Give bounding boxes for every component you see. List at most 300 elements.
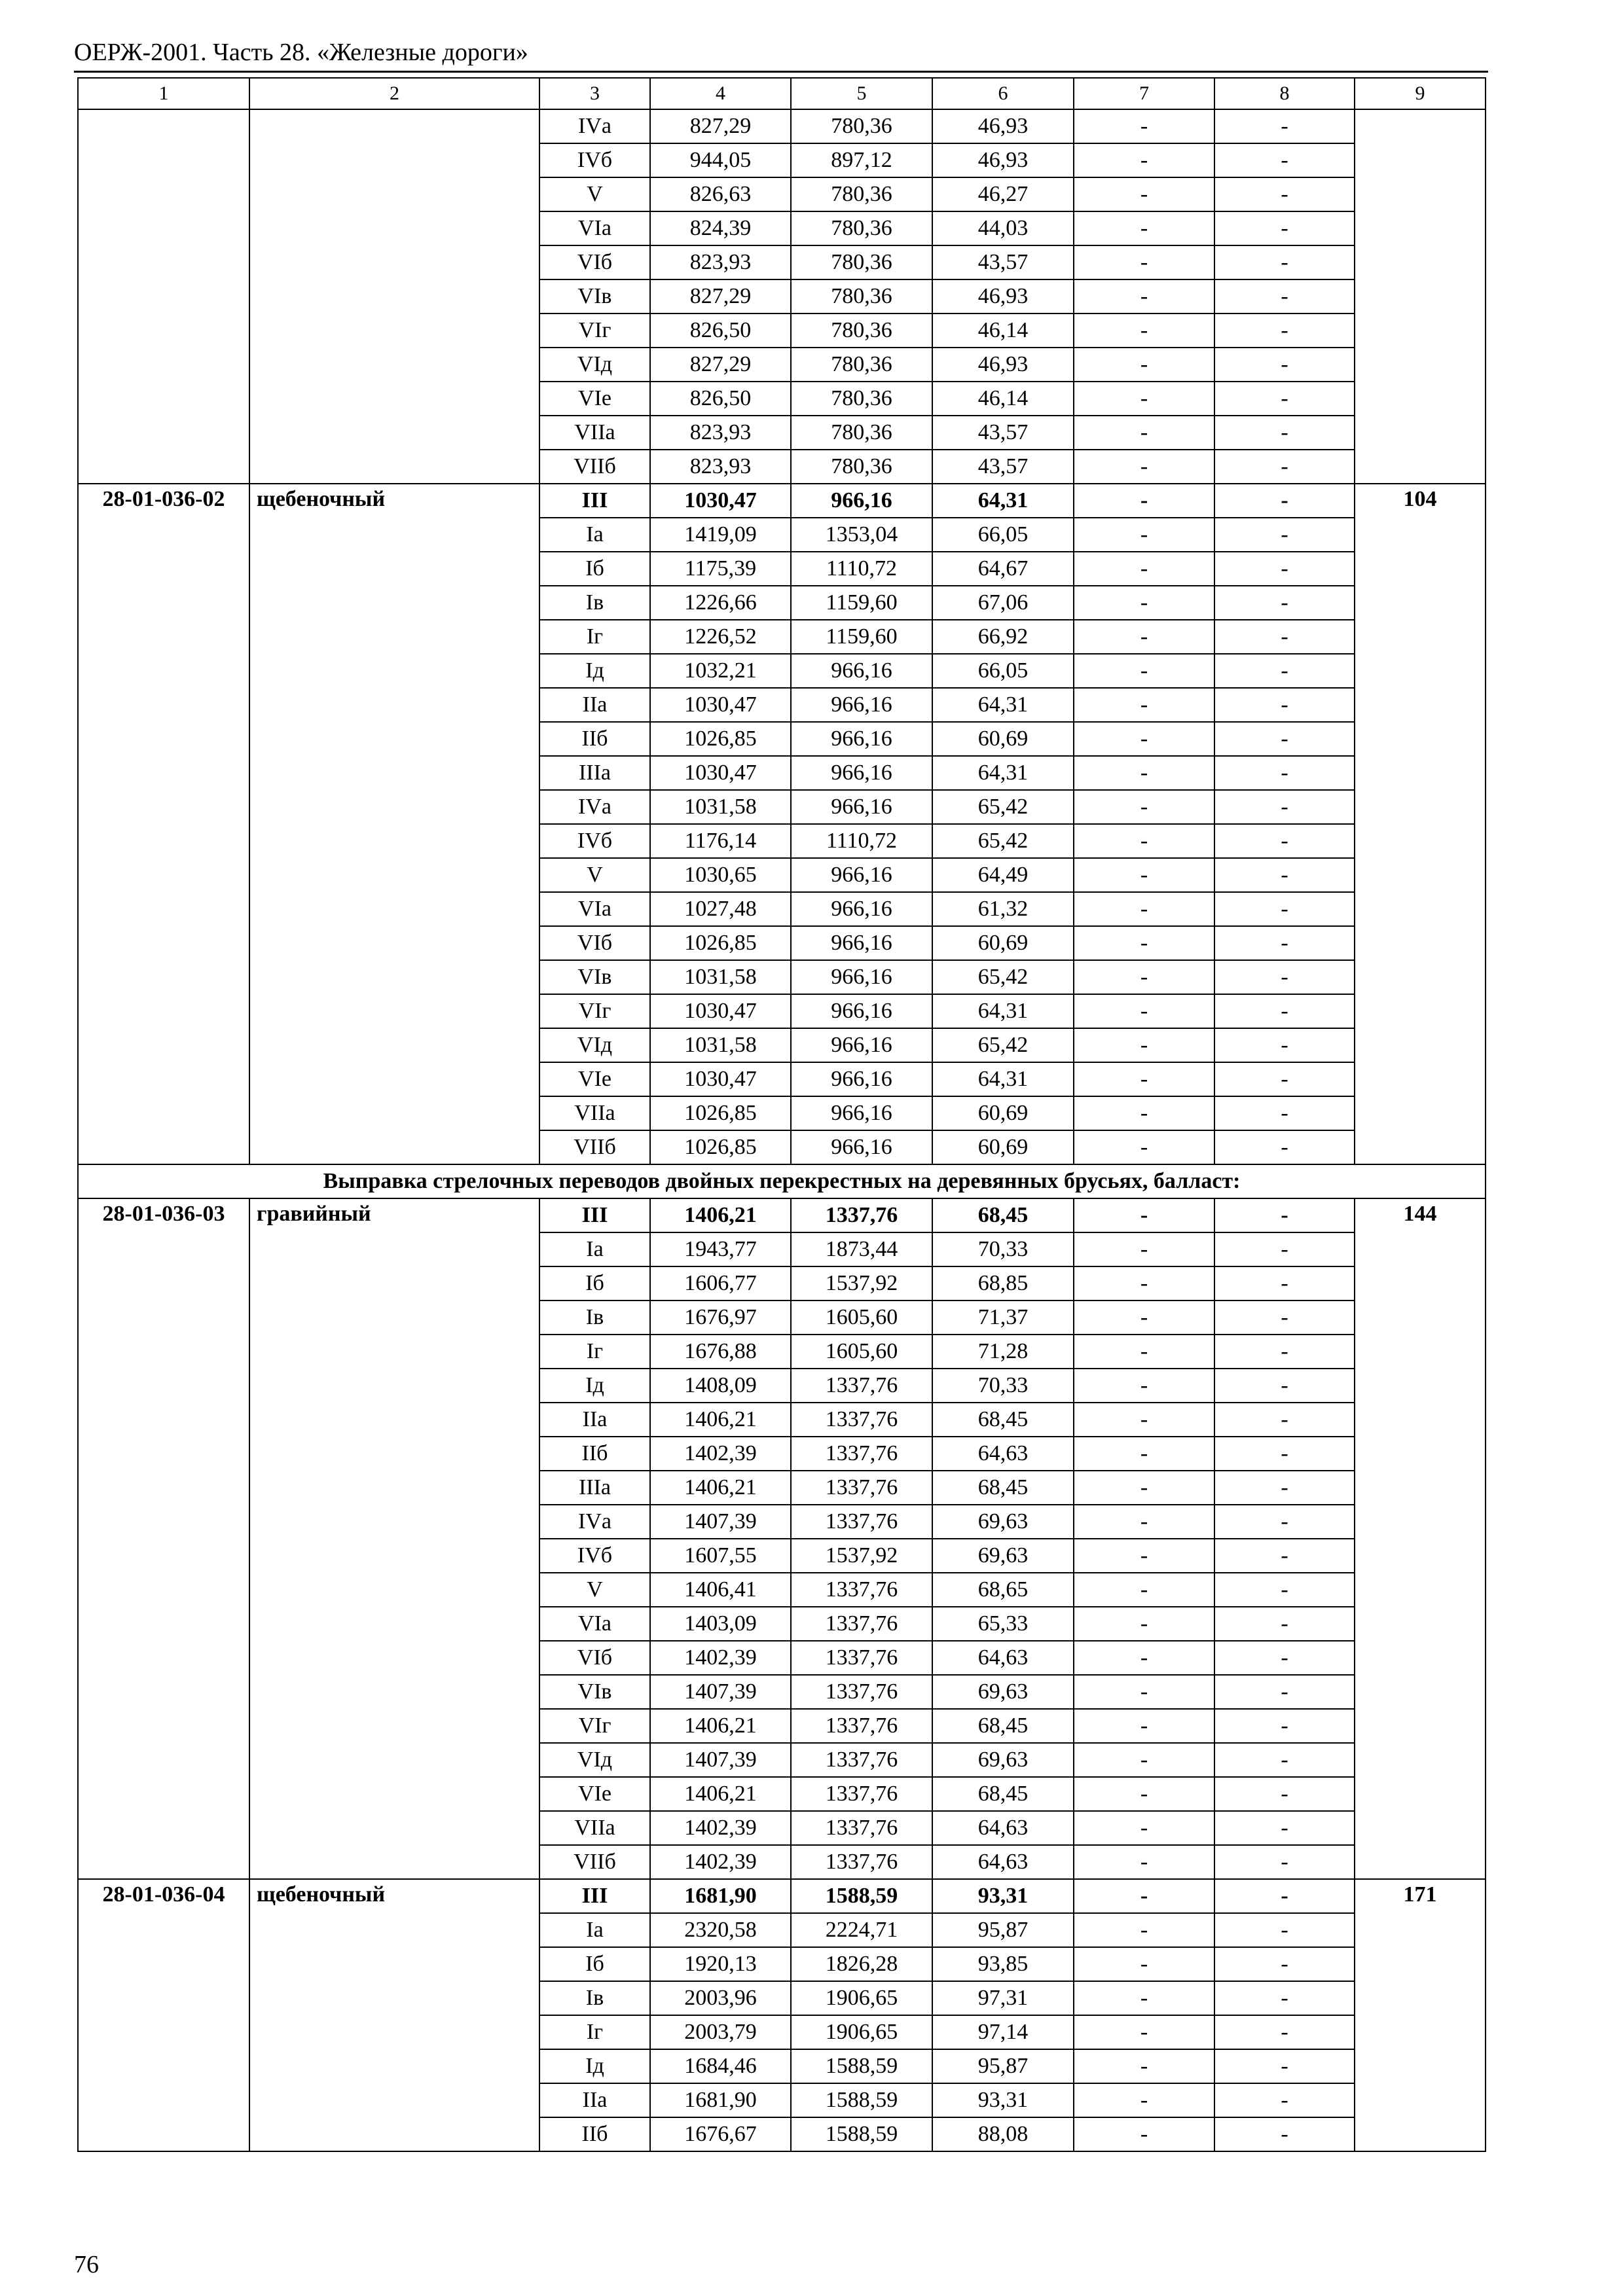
cell-col3: IVа xyxy=(539,790,650,824)
cell-col6: 43,57 xyxy=(932,245,1074,279)
cell-col5: 966,16 xyxy=(791,756,932,790)
cell-col5: 1337,76 xyxy=(791,1675,932,1709)
cell-col8: - xyxy=(1214,143,1355,177)
cell-col3: Iа xyxy=(539,1913,650,1947)
cell-col3: Iд xyxy=(539,1369,650,1403)
column-number: 7 xyxy=(1074,78,1214,109)
cell-col6: 46,14 xyxy=(932,314,1074,348)
cell-col8: - xyxy=(1214,552,1355,586)
cell-col7: - xyxy=(1074,1947,1214,1981)
cell-col5: 966,16 xyxy=(791,1062,932,1096)
cell-col8: - xyxy=(1214,722,1355,756)
cell-col7: - xyxy=(1074,314,1214,348)
cell-col4: 823,93 xyxy=(650,450,791,484)
rate-code: 28-01-036-02 xyxy=(78,484,249,1164)
cell-col8: - xyxy=(1214,688,1355,722)
cell-col7: - xyxy=(1074,211,1214,245)
cell-col3: III xyxy=(539,484,650,518)
cell-col5: 1337,76 xyxy=(791,1369,932,1403)
cell-col4: 1026,85 xyxy=(650,926,791,960)
cell-col6: 68,45 xyxy=(932,1471,1074,1505)
cell-col4: 1406,21 xyxy=(650,1471,791,1505)
cell-col6: 66,05 xyxy=(932,654,1074,688)
cell-col7: - xyxy=(1074,1403,1214,1437)
cell-col8: - xyxy=(1214,1096,1355,1130)
cell-col4: 1176,14 xyxy=(650,824,791,858)
cell-col4: 944,05 xyxy=(650,143,791,177)
column-number: 5 xyxy=(791,78,932,109)
cell-col4: 1606,77 xyxy=(650,1266,791,1300)
section-heading: Выправка стрелочных переводов двойных перекрестных на деревянных брусьях, балласт: xyxy=(78,1164,1486,1198)
cell-col8: - xyxy=(1214,1573,1355,1607)
cell-col5: 1337,76 xyxy=(791,1743,932,1777)
cell-col5: 1337,76 xyxy=(791,1198,932,1232)
cell-col4: 1684,46 xyxy=(650,2049,791,2083)
cell-col8: - xyxy=(1214,858,1355,892)
cell-col4: 1026,85 xyxy=(650,722,791,756)
cell-col3: Iв xyxy=(539,586,650,620)
cell-col7: - xyxy=(1074,245,1214,279)
cell-col4: 826,63 xyxy=(650,177,791,211)
cell-col7: - xyxy=(1074,2015,1214,2049)
cell-col5: 966,16 xyxy=(791,960,932,994)
table-row xyxy=(78,484,1486,518)
cell-col3: Iг xyxy=(539,2015,650,2049)
cell-col6: 64,63 xyxy=(932,1811,1074,1845)
cell-col4: 1406,21 xyxy=(650,1198,791,1232)
cell-col5: 966,16 xyxy=(791,722,932,756)
cell-col4: 1403,09 xyxy=(650,1607,791,1641)
cell-col8: - xyxy=(1214,1675,1355,1709)
cell-col7: - xyxy=(1074,1675,1214,1709)
cell-col7: - xyxy=(1074,2117,1214,2151)
cell-col4: 1402,39 xyxy=(650,1437,791,1471)
cell-col3: VIд xyxy=(539,348,650,382)
cell-col8: - xyxy=(1214,1266,1355,1300)
cell-col4: 1030,47 xyxy=(650,688,791,722)
cell-col6: 95,87 xyxy=(932,1913,1074,1947)
cell-col8: - xyxy=(1214,1777,1355,1811)
cell-col3: Iг xyxy=(539,620,650,654)
cell-col7: - xyxy=(1074,416,1214,450)
cell-col3: VIг xyxy=(539,1709,650,1743)
cell-col3: IVб xyxy=(539,1539,650,1573)
cell-col7: - xyxy=(1074,1471,1214,1505)
cell-col5: 780,36 xyxy=(791,416,932,450)
cell-col4: 824,39 xyxy=(650,211,791,245)
cell-col7: - xyxy=(1074,1028,1214,1062)
page-number: 76 xyxy=(74,2251,99,2278)
cell-col7: - xyxy=(1074,143,1214,177)
cell-col3: VIе xyxy=(539,1062,650,1096)
cell-col4: 826,50 xyxy=(650,382,791,416)
cell-col8: - xyxy=(1214,824,1355,858)
cell-col5: 1873,44 xyxy=(791,1232,932,1266)
cell-col7: - xyxy=(1074,1062,1214,1096)
cell-col6: 46,93 xyxy=(932,109,1074,143)
cell-col5: 780,36 xyxy=(791,348,932,382)
cell-col7: - xyxy=(1074,620,1214,654)
cell-col5: 1337,76 xyxy=(791,1403,932,1437)
cell-col3: VIв xyxy=(539,1675,650,1709)
cell-col8: - xyxy=(1214,2049,1355,2083)
cell-col3: Iб xyxy=(539,552,650,586)
cell-col7: - xyxy=(1074,1335,1214,1369)
cell-col4: 1031,58 xyxy=(650,1028,791,1062)
cell-col7: - xyxy=(1074,960,1214,994)
cell-col3: VIг xyxy=(539,994,650,1028)
cell-col3: VIIа xyxy=(539,1096,650,1130)
cell-col6: 60,69 xyxy=(932,926,1074,960)
cell-col5: 1588,59 xyxy=(791,1879,932,1913)
cell-col3: VIIб xyxy=(539,1845,650,1879)
rate-code xyxy=(78,109,249,484)
cell-col4: 1419,09 xyxy=(650,518,791,552)
cell-col6: 43,57 xyxy=(932,416,1074,450)
cell-col8: - xyxy=(1214,1879,1355,1913)
cell-col3: IIа xyxy=(539,1403,650,1437)
cell-col3: VIб xyxy=(539,1641,650,1675)
cell-col4: 1032,21 xyxy=(650,654,791,688)
cell-col6: 65,42 xyxy=(932,960,1074,994)
cell-col6: 65,42 xyxy=(932,790,1074,824)
cell-col7: - xyxy=(1074,1505,1214,1539)
cell-col4: 823,93 xyxy=(650,416,791,450)
cell-col5: 966,16 xyxy=(791,994,932,1028)
column-number: 2 xyxy=(249,78,539,109)
table-row xyxy=(78,1198,1486,1232)
cell-col3: IIб xyxy=(539,2117,650,2151)
cell-col5: 1337,76 xyxy=(791,1845,932,1879)
cell-col8: - xyxy=(1214,245,1355,279)
cell-col7: - xyxy=(1074,1369,1214,1403)
cell-col6: 61,32 xyxy=(932,892,1074,926)
cell-col8: - xyxy=(1214,348,1355,382)
cell-col8: - xyxy=(1214,1300,1355,1335)
cell-col3: V xyxy=(539,1573,650,1607)
cell-col8: - xyxy=(1214,960,1355,994)
cell-col4: 827,29 xyxy=(650,109,791,143)
cell-col5: 780,36 xyxy=(791,279,932,314)
cell-col4: 1407,39 xyxy=(650,1743,791,1777)
cell-col4: 1026,85 xyxy=(650,1096,791,1130)
cell-col6: 68,45 xyxy=(932,1198,1074,1232)
cell-col4: 1226,66 xyxy=(650,586,791,620)
cell-col3: IIб xyxy=(539,1437,650,1471)
cell-col7: - xyxy=(1074,1130,1214,1164)
cell-col5: 966,16 xyxy=(791,892,932,926)
cell-col8: - xyxy=(1214,416,1355,450)
cell-col8: - xyxy=(1214,382,1355,416)
cell-col3: VIб xyxy=(539,926,650,960)
cell-col3: Iг xyxy=(539,1335,650,1369)
cell-col8: - xyxy=(1214,1335,1355,1369)
ballast-type: щебеночный xyxy=(249,484,539,1164)
cell-col6: 70,33 xyxy=(932,1232,1074,1266)
cell-col5: 1353,04 xyxy=(791,518,932,552)
cell-col5: 1337,76 xyxy=(791,1709,932,1743)
cell-col4: 1676,67 xyxy=(650,2117,791,2151)
cell-col3: VIб xyxy=(539,245,650,279)
cell-col8: - xyxy=(1214,994,1355,1028)
rate-code: 28-01-036-03 xyxy=(78,1198,249,1879)
cell-col6: 68,45 xyxy=(932,1403,1074,1437)
cell-col5: 780,36 xyxy=(791,211,932,245)
cell-col3: III xyxy=(539,1198,650,1232)
table-row xyxy=(78,109,1486,143)
cell-col3: IVб xyxy=(539,824,650,858)
cell-col6: 97,14 xyxy=(932,2015,1074,2049)
cell-col4: 2320,58 xyxy=(650,1913,791,1947)
cell-col7: - xyxy=(1074,1437,1214,1471)
cell-col8: - xyxy=(1214,1947,1355,1981)
cell-col7: - xyxy=(1074,109,1214,143)
running-header: ОЕРЖ-2001. Часть 28. «Железные дороги» xyxy=(74,39,528,66)
cell-col7: - xyxy=(1074,2049,1214,2083)
col9-value: 104 xyxy=(1355,484,1486,1164)
cell-col7: - xyxy=(1074,858,1214,892)
cell-col6: 64,31 xyxy=(932,1062,1074,1096)
column-number: 4 xyxy=(650,78,791,109)
cell-col6: 68,45 xyxy=(932,1777,1074,1811)
cell-col6: 46,27 xyxy=(932,177,1074,211)
cell-col4: 1030,47 xyxy=(650,484,791,518)
cell-col4: 1920,13 xyxy=(650,1947,791,1981)
cell-col3: VIг xyxy=(539,314,650,348)
cell-col3: Iб xyxy=(539,1266,650,1300)
cell-col3: VIе xyxy=(539,1777,650,1811)
cell-col4: 827,29 xyxy=(650,279,791,314)
cell-col7: - xyxy=(1074,1845,1214,1879)
cell-col3: IIIа xyxy=(539,1471,650,1505)
cell-col3: VIIб xyxy=(539,450,650,484)
cell-col4: 1676,97 xyxy=(650,1300,791,1335)
cell-col5: 1337,76 xyxy=(791,1573,932,1607)
cell-col3: IVа xyxy=(539,109,650,143)
cell-col5: 1588,59 xyxy=(791,2117,932,2151)
cell-col6: 43,57 xyxy=(932,450,1074,484)
cell-col7: - xyxy=(1074,1573,1214,1607)
cell-col5: 1906,65 xyxy=(791,1981,932,2015)
cell-col6: 64,63 xyxy=(932,1437,1074,1471)
cell-col5: 1110,72 xyxy=(791,552,932,586)
cell-col8: - xyxy=(1214,892,1355,926)
cell-col5: 1337,76 xyxy=(791,1471,932,1505)
cell-col3: IVа xyxy=(539,1505,650,1539)
ballast-type: щебеночный xyxy=(249,1879,539,2151)
cell-col4: 1031,58 xyxy=(650,960,791,994)
cell-col7: - xyxy=(1074,1743,1214,1777)
cell-col7: - xyxy=(1074,2083,1214,2117)
cell-col4: 826,50 xyxy=(650,314,791,348)
cell-col4: 1406,21 xyxy=(650,1709,791,1743)
cell-col5: 780,36 xyxy=(791,450,932,484)
cell-col8: - xyxy=(1214,790,1355,824)
cell-col6: 46,14 xyxy=(932,382,1074,416)
table-row xyxy=(78,1879,1486,1913)
cell-col8: - xyxy=(1214,1369,1355,1403)
cell-col8: - xyxy=(1214,1403,1355,1437)
column-number: 8 xyxy=(1214,78,1355,109)
column-number: 6 xyxy=(932,78,1074,109)
cell-col4: 1226,52 xyxy=(650,620,791,654)
cell-col6: 67,06 xyxy=(932,586,1074,620)
cell-col6: 60,69 xyxy=(932,1096,1074,1130)
cell-col6: 69,63 xyxy=(932,1743,1074,1777)
cell-col7: - xyxy=(1074,1641,1214,1675)
cell-col6: 64,31 xyxy=(932,756,1074,790)
cell-col5: 966,16 xyxy=(791,1130,932,1164)
cell-col7: - xyxy=(1074,1232,1214,1266)
cell-col8: - xyxy=(1214,177,1355,211)
cell-col3: VIв xyxy=(539,960,650,994)
cell-col8: - xyxy=(1214,279,1355,314)
cell-col6: 69,63 xyxy=(932,1505,1074,1539)
cell-col7: - xyxy=(1074,1709,1214,1743)
cell-col3: Iд xyxy=(539,654,650,688)
cell-col3: VIд xyxy=(539,1743,650,1777)
cell-col6: 70,33 xyxy=(932,1369,1074,1403)
cell-col7: - xyxy=(1074,1607,1214,1641)
cell-col7: - xyxy=(1074,1096,1214,1130)
cell-col4: 1402,39 xyxy=(650,1845,791,1879)
cell-col8: - xyxy=(1214,518,1355,552)
cell-col5: 966,16 xyxy=(791,1096,932,1130)
cell-col5: 1906,65 xyxy=(791,2015,932,2049)
cell-col5: 1826,28 xyxy=(791,1947,932,1981)
cell-col6: 64,31 xyxy=(932,994,1074,1028)
cell-col4: 2003,96 xyxy=(650,1981,791,2015)
cell-col3: Iа xyxy=(539,1232,650,1266)
cell-col4: 1681,90 xyxy=(650,2083,791,2117)
ballast-type: гравийный xyxy=(249,1198,539,1879)
cell-col7: - xyxy=(1074,518,1214,552)
cell-col5: 1537,92 xyxy=(791,1539,932,1573)
cell-col8: - xyxy=(1214,1232,1355,1266)
cell-col6: 64,31 xyxy=(932,484,1074,518)
cell-col6: 64,31 xyxy=(932,688,1074,722)
cell-col7: - xyxy=(1074,654,1214,688)
ballast-type xyxy=(249,109,539,484)
cell-col4: 1026,85 xyxy=(650,1130,791,1164)
cell-col6: 97,31 xyxy=(932,1981,1074,2015)
cell-col8: - xyxy=(1214,314,1355,348)
cell-col6: 44,03 xyxy=(932,211,1074,245)
cell-col7: - xyxy=(1074,348,1214,382)
cell-col6: 64,63 xyxy=(932,1845,1074,1879)
cell-col5: 1337,76 xyxy=(791,1437,932,1471)
cell-col7: - xyxy=(1074,688,1214,722)
cell-col6: 66,92 xyxy=(932,620,1074,654)
cell-col4: 1406,21 xyxy=(650,1403,791,1437)
cell-col8: - xyxy=(1214,1845,1355,1879)
cell-col6: 46,93 xyxy=(932,143,1074,177)
cell-col6: 69,63 xyxy=(932,1675,1074,1709)
cell-col4: 1402,39 xyxy=(650,1641,791,1675)
cell-col7: - xyxy=(1074,892,1214,926)
cell-col5: 1605,60 xyxy=(791,1300,932,1335)
cell-col7: - xyxy=(1074,1811,1214,1845)
column-number: 9 xyxy=(1355,78,1486,109)
cell-col8: - xyxy=(1214,2015,1355,2049)
col9-value: 171 xyxy=(1355,1879,1486,2151)
cell-col7: - xyxy=(1074,382,1214,416)
cell-col3: V xyxy=(539,858,650,892)
cell-col8: - xyxy=(1214,1709,1355,1743)
cell-col6: 64,67 xyxy=(932,552,1074,586)
cell-col4: 2003,79 xyxy=(650,2015,791,2049)
cell-col5: 1337,76 xyxy=(791,1777,932,1811)
cell-col4: 1030,47 xyxy=(650,756,791,790)
cell-col7: - xyxy=(1074,586,1214,620)
cell-col4: 1031,58 xyxy=(650,790,791,824)
cell-col4: 1406,21 xyxy=(650,1777,791,1811)
cell-col3: VIе xyxy=(539,382,650,416)
cell-col5: 780,36 xyxy=(791,245,932,279)
cell-col3: V xyxy=(539,177,650,211)
cell-col5: 1588,59 xyxy=(791,2083,932,2117)
cell-col4: 1407,39 xyxy=(650,1675,791,1709)
cell-col5: 1337,76 xyxy=(791,1811,932,1845)
cell-col4: 1030,47 xyxy=(650,994,791,1028)
cell-col7: - xyxy=(1074,722,1214,756)
cell-col6: 64,49 xyxy=(932,858,1074,892)
cell-col3: VIIа xyxy=(539,416,650,450)
cell-col8: - xyxy=(1214,2083,1355,2117)
cell-col6: 65,33 xyxy=(932,1607,1074,1641)
cell-col6: 71,28 xyxy=(932,1335,1074,1369)
cell-col8: - xyxy=(1214,654,1355,688)
cell-col8: - xyxy=(1214,586,1355,620)
cell-col8: - xyxy=(1214,756,1355,790)
col9-value: 144 xyxy=(1355,1198,1486,1879)
cell-col3: Iв xyxy=(539,1300,650,1335)
cell-col4: 1943,77 xyxy=(650,1232,791,1266)
cell-col6: 64,63 xyxy=(932,1641,1074,1675)
cell-col7: - xyxy=(1074,552,1214,586)
cell-col5: 2224,71 xyxy=(791,1913,932,1947)
column-number: 3 xyxy=(539,78,650,109)
cell-col7: - xyxy=(1074,1777,1214,1811)
cell-col5: 1159,60 xyxy=(791,620,932,654)
rate-code: 28-01-036-04 xyxy=(78,1879,249,2151)
cell-col8: - xyxy=(1214,211,1355,245)
cell-col3: IIIа xyxy=(539,756,650,790)
cell-col3: VIа xyxy=(539,892,650,926)
cell-col8: - xyxy=(1214,1607,1355,1641)
cell-col3: VIIа xyxy=(539,1811,650,1845)
cell-col6: 93,31 xyxy=(932,1879,1074,1913)
cell-col8: - xyxy=(1214,2117,1355,2151)
cell-col7: - xyxy=(1074,279,1214,314)
cell-col3: Iб xyxy=(539,1947,650,1981)
cell-col8: - xyxy=(1214,1437,1355,1471)
cell-col8: - xyxy=(1214,1811,1355,1845)
cell-col7: - xyxy=(1074,484,1214,518)
cell-col8: - xyxy=(1214,1743,1355,1777)
cell-col6: 95,87 xyxy=(932,2049,1074,2083)
cell-col7: - xyxy=(1074,177,1214,211)
cell-col5: 966,16 xyxy=(791,1028,932,1062)
cell-col8: - xyxy=(1214,620,1355,654)
cell-col3: VIд xyxy=(539,1028,650,1062)
cell-col5: 780,36 xyxy=(791,382,932,416)
cell-col3: VIIб xyxy=(539,1130,650,1164)
cell-col5: 897,12 xyxy=(791,143,932,177)
cell-col5: 1337,76 xyxy=(791,1505,932,1539)
cell-col6: 68,85 xyxy=(932,1266,1074,1300)
cell-col4: 1406,41 xyxy=(650,1573,791,1607)
